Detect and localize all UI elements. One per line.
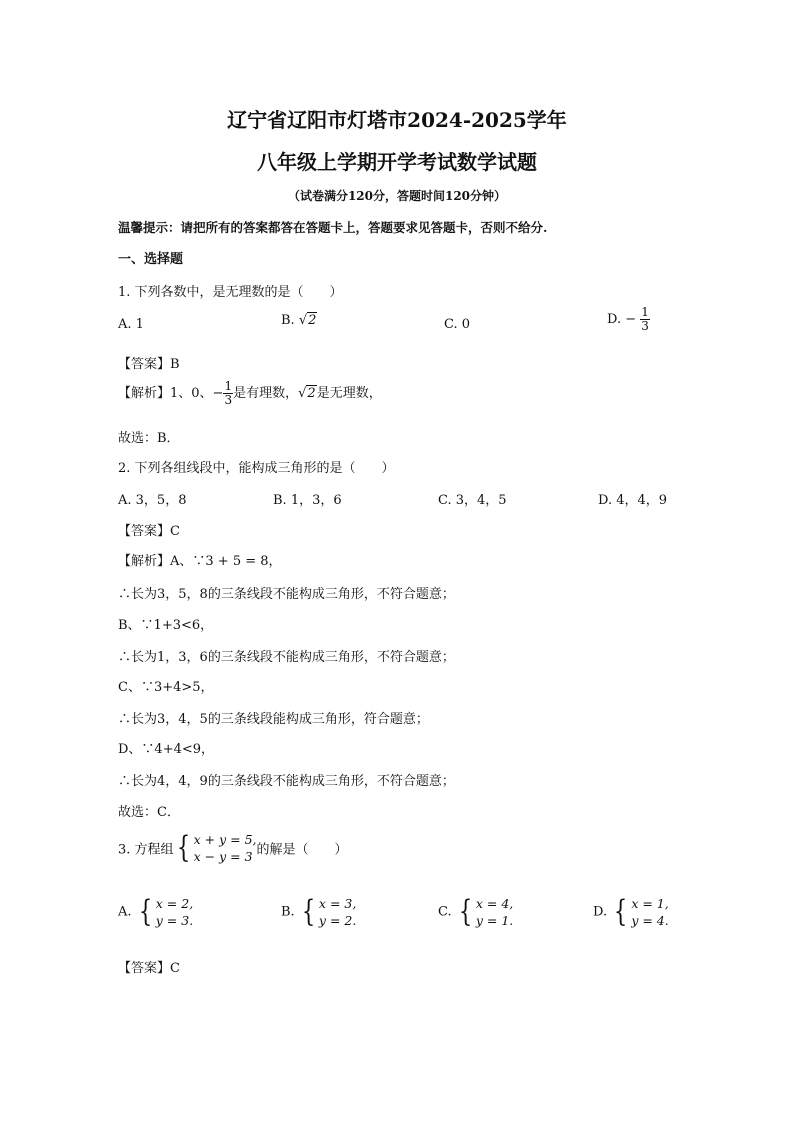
q2-option-d: D. 4，4，9 [598, 493, 668, 508]
equation-system [611, 895, 669, 929]
q1-option-b [281, 313, 317, 328]
q3-option-b [281, 895, 356, 929]
option-eq-2: y = 3. [155, 913, 194, 928]
q1-conclusion: 故选：B． [118, 431, 180, 446]
q1-option-d-label: D. [607, 312, 622, 327]
q3-stem [118, 831, 348, 865]
q3-option-d [593, 895, 669, 929]
q1-analysis-mid: 是有理数， [233, 386, 299, 401]
option-eq-1: x = 4, [475, 896, 514, 911]
q3-stem-suffix: 的解是（ ） [256, 842, 348, 858]
q1-analysis-suffix: 是无理数， [316, 386, 382, 401]
q1-option-b-label: B. [281, 313, 295, 328]
q1-analysis-radicand: 2 [307, 386, 316, 401]
q1-analysis-sign: − [212, 386, 224, 401]
fraction-numerator: 1 [224, 379, 233, 393]
q3-option-a [118, 895, 193, 929]
q1-analysis [118, 380, 382, 407]
brace-symbol: { [176, 830, 190, 865]
section-heading: 一、选择题 [118, 252, 184, 267]
title-line-1: 辽宁省辽阳市灯塔市2024-2025学年 [227, 108, 567, 132]
q1-option-b-radicand: 2 [308, 313, 317, 328]
q1-stem: 1. 下列各数中，是无理数的是（ ） [118, 285, 343, 300]
equation-system [299, 895, 357, 929]
q1-option-c: C. 0 [444, 317, 471, 332]
q2-analysis-line: ∴长为4，4，9的三条线段不能构成三角形，不符合题意； [118, 774, 455, 789]
q2-analysis-line: C、∵3+4>5， [118, 680, 214, 695]
q2-analysis-line: D、∵4+4<9， [118, 742, 215, 757]
option-eq-1: x = 2, [155, 896, 194, 911]
q1-option-d-sign: − [625, 312, 637, 327]
sqrt-symbol: √2 [298, 386, 316, 401]
q3-option-c [438, 895, 513, 929]
option-eq-2: y = 1. [475, 913, 514, 928]
sqrt-symbol: √2 [298, 313, 317, 328]
q3-option-label: C. [438, 904, 452, 920]
q1-option-a: A. 1 [118, 317, 144, 332]
q2-option-b: B. 1，3，6 [273, 493, 342, 508]
fraction-denominator: 3 [224, 393, 233, 407]
brace-symbol: { [614, 894, 628, 929]
q3-stem-prefix: 3. 方程组 [118, 842, 174, 858]
q1-analysis-prefix: 【解析】1、0、 [118, 386, 213, 401]
q2-stem: 2. 下列各组线段中，能构成三角形的是（ ） [118, 461, 395, 476]
q2-option-c: C. 3，4，5 [438, 493, 507, 508]
q2-option-a: A. 3，5，8 [118, 493, 187, 508]
equation-system [174, 831, 257, 865]
q2-analysis-line: ∴长为1，3，6的三条线段不能构成三角形，不符合题意； [118, 650, 455, 665]
brace-symbol: { [138, 894, 152, 929]
option-eq-1: x = 3, [318, 896, 357, 911]
q3-option-label: A. [118, 904, 132, 920]
subtitle: （试卷满分120分，答题时间120分钟） [287, 189, 507, 203]
brace-symbol: { [301, 894, 316, 929]
notice: 温馨提示：请把所有的答案都答在答题卡上，答题要求见答题卡，否则不给分. [118, 220, 548, 235]
fraction-denominator: 3 [641, 319, 649, 333]
title-line-2: 八年级上学期开学考试数学试题 [257, 150, 537, 174]
equation-system [456, 895, 514, 929]
q2-analysis-line: 【解析】A、∵3 + 5 = 8， [118, 554, 282, 569]
fraction [223, 380, 233, 407]
q3-option-label: B. [281, 904, 295, 920]
q2-analysis-line: B、∵1+3<6， [118, 618, 214, 633]
system-eq-2: x − y = 3 [193, 849, 253, 864]
q2-analysis-line: ∴长为3，5，8的三条线段不能构成三角形，不符合题意； [118, 587, 455, 602]
q3-option-label: D. [593, 904, 608, 920]
q2-analysis-line: ∴长为3，4，5的三条线段能构成三角形，符合题意； [118, 712, 429, 727]
q2-answer: 【答案】C [118, 524, 180, 539]
fraction-numerator: 1 [641, 305, 649, 319]
q1-option-d [607, 306, 650, 333]
q3-answer: 【答案】C [118, 961, 180, 976]
equation-system [136, 895, 194, 929]
q2-analysis-line: 故选：C． [118, 805, 180, 820]
option-eq-2: y = 2. [318, 913, 357, 928]
fraction [640, 306, 650, 333]
option-eq-1: x = 1, [631, 896, 669, 911]
q1-answer: 【答案】B [118, 357, 180, 372]
option-eq-2: y = 4. [631, 913, 669, 928]
brace-symbol: { [458, 894, 472, 929]
system-eq-1: x + y = 5, [193, 832, 257, 847]
